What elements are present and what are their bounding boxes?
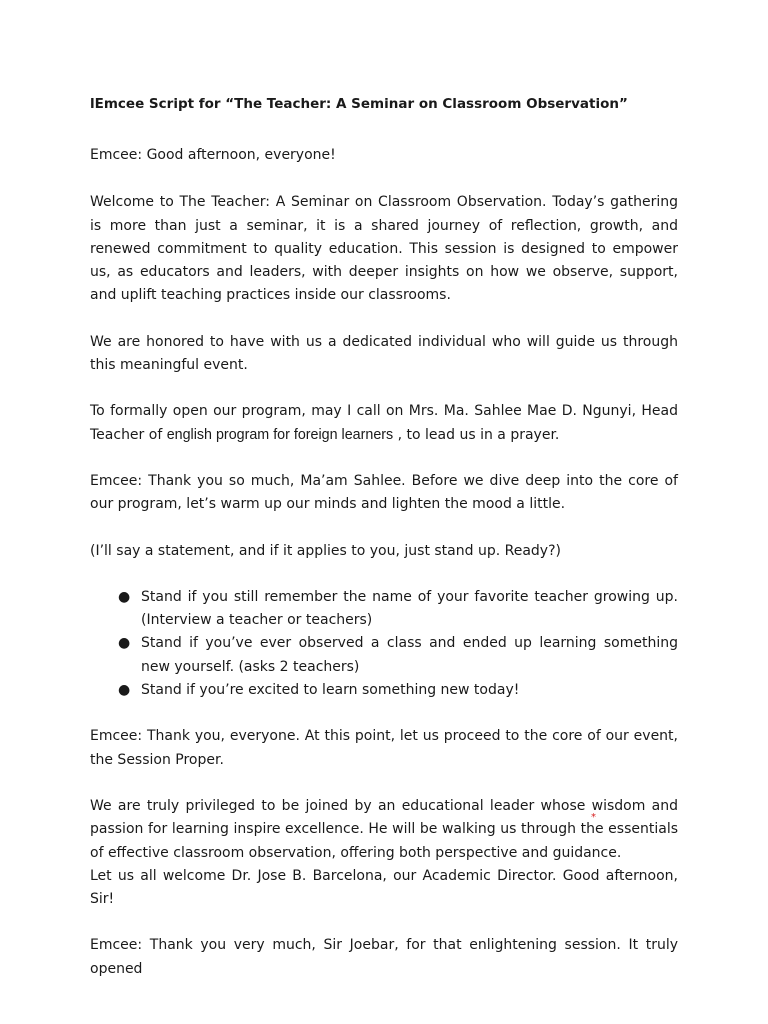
list-item bbox=[90, 586, 678, 633]
welcome-paragraph: Welcome to The Teacher: A Seminar on Classroom Observation. Today’s gathering is more than just a seminar, it is a shared journey of reflection, growth, and renewed commitment to quality education. This session is designed to empower us, as educators and leaders, with deeper insights on how we observe, support, and uplift teaching practices inside our classrooms. bbox=[90, 194, 678, 304]
prayer-paragraph bbox=[90, 400, 678, 447]
thanks-sahlee-paragraph: Emcee: Thank you so much, Ma’am Sahlee. Before we dive deep into the core of our program, let’s warm up our minds and lighten the mood a little. bbox=[90, 472, 678, 513]
red-annotation-mark: * bbox=[591, 812, 596, 823]
list-item bbox=[90, 632, 678, 679]
prayer-text-start: To formally open our program, may I call on Mrs. Ma. Sahlee Mae D. Ngunyi, Head Teacher of bbox=[90, 403, 678, 443]
list-item-text: Stand if you’ve ever observed a class and ended up learning something new yourself. (asks 2 teachers) bbox=[141, 635, 678, 675]
list-item-text: Stand if you’re excited to learn something new today! bbox=[141, 682, 520, 699]
document-title: lEmcee Script for “The Teacher: A Seminar on Classroom Observation” bbox=[90, 96, 628, 112]
statement-intro: (I’ll say a statement, and if it applies to you, just stand up. Ready?) bbox=[90, 542, 561, 559]
thanks-everyone-paragraph: Emcee: Thank you, everyone. At this point, let us proceed to the core of our event, the Session Proper. bbox=[90, 728, 678, 768]
honored-paragraph: We are honored to have with us a dedicated individual who will guide us through this meaningful event. bbox=[90, 333, 678, 374]
thanks-joebar-paragraph: Emcee: Thank you very much, Sir Joebar, for that enlightening session. It truly opened bbox=[90, 937, 678, 977]
prayer-text-end: , to lead us in a prayer. bbox=[393, 426, 560, 443]
bullet-icon: ● bbox=[118, 682, 131, 699]
welcome-director-line: Let us all welcome Dr. Jose B. Barcelona, our Academic Director. Good afternoon, Sir! bbox=[90, 867, 678, 908]
stand-statements-list bbox=[90, 586, 678, 702]
list-item-text: Stand if you still remember the name of your favorite teacher growing up. (Interview a teacher or teachers) bbox=[141, 588, 678, 629]
privileged-paragraph: We are truly privileged to be joined by an educational leader whose wisdom and passion for learning inspire excellence. He will be walking us through the essentials of effective classroom observation, offering both perspective and guidance. bbox=[90, 797, 678, 861]
program-name: english program for foreign learners bbox=[166, 426, 394, 443]
list-item bbox=[90, 679, 678, 702]
emcee-greeting: Emcee: Good afternoon, everyone! bbox=[90, 147, 336, 163]
bullet-icon: ● bbox=[118, 588, 131, 605]
bullet-icon: ● bbox=[118, 635, 131, 652]
